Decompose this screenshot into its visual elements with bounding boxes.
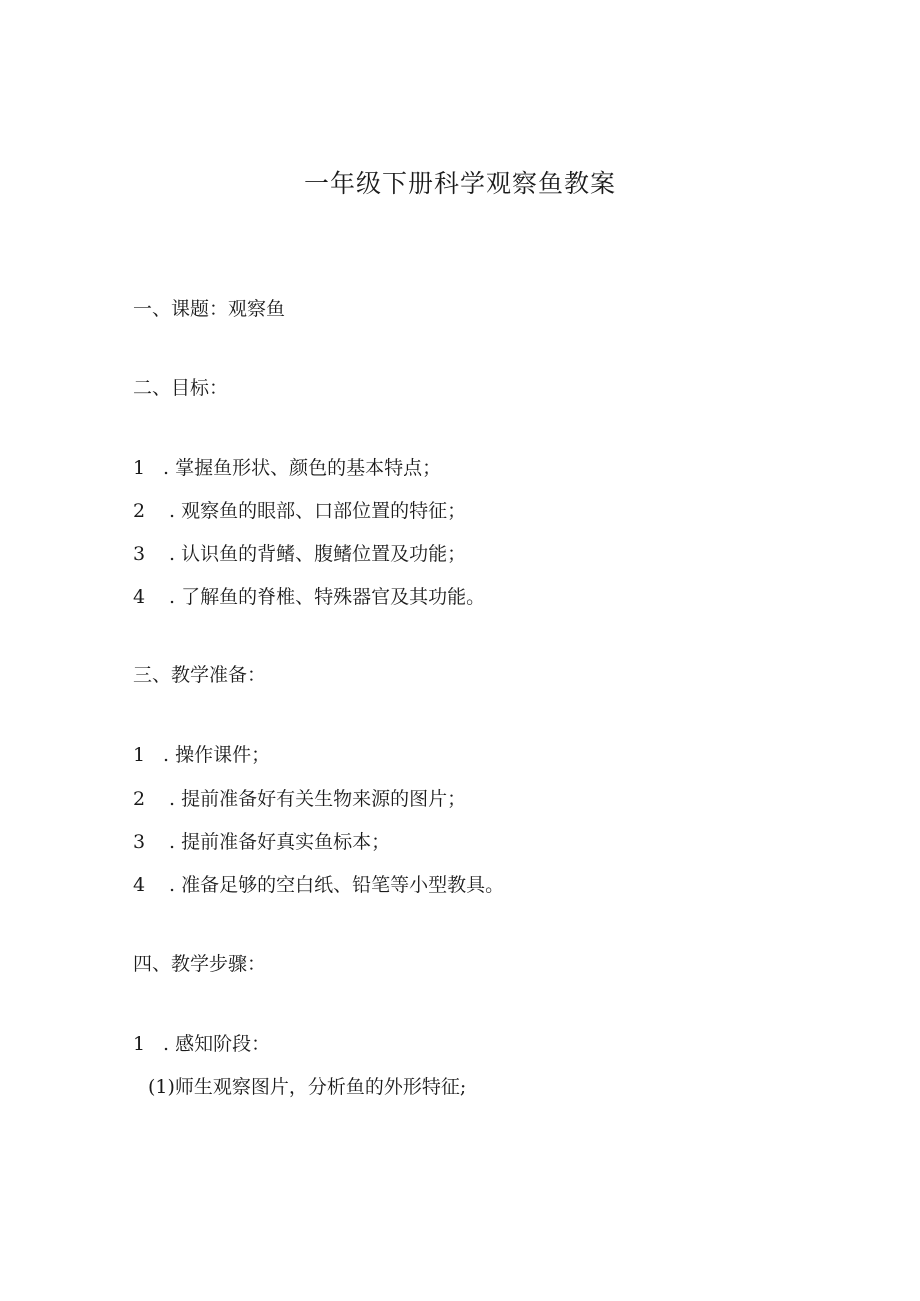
item-text: . 掌握鱼形状、颜色的基本特点； [163, 457, 442, 479]
preparation-item [133, 829, 390, 855]
section-preparation-heading: 三、教学准备： [133, 664, 267, 686]
section-objectives-heading: 二、目标： [133, 377, 229, 399]
item-text: . 认识鱼的背鳍、腹鳍位置及功能； [163, 543, 467, 565]
objective-item [133, 541, 466, 567]
preparation-item [133, 742, 270, 768]
step-subitem: (1)师生观察图片，分析鱼的外形特征; [148, 1076, 467, 1098]
item-text: . 观察鱼的眼部、口部位置的特征； [163, 500, 467, 522]
document-title: 一年级下册科学观察鱼教案 [303, 169, 616, 198]
item-text: . 准备足够的空白纸、铅笔等小型教具。 [163, 874, 505, 896]
item-number: 4 [133, 874, 146, 896]
item-text: . 了解鱼的脊椎、特殊器官及其功能。 [163, 586, 486, 608]
preparation-item [133, 872, 504, 898]
item-number: 4 [133, 586, 146, 608]
objective-item [133, 455, 441, 481]
objective-item [133, 498, 466, 524]
preparation-item [133, 786, 466, 812]
item-text: . 感知阶段： [163, 1033, 271, 1055]
item-number: 3 [133, 831, 146, 853]
item-number: 3 [133, 543, 146, 565]
step-item [133, 1031, 270, 1057]
item-number: 1 [133, 457, 146, 479]
item-text: . 提前准备好有关生物来源的图片； [163, 788, 467, 810]
item-number: 2 [133, 788, 146, 810]
item-number: 2 [133, 500, 146, 522]
objective-item [133, 584, 485, 610]
item-number: 1 [133, 744, 146, 766]
section-steps-heading: 四、教学步骤： [133, 953, 267, 975]
item-text: . 提前准备好真实鱼标本； [163, 831, 391, 853]
item-text: . 操作课件； [163, 744, 271, 766]
item-number: 1 [133, 1033, 146, 1055]
section-topic: 一、课题：观察鱼 [133, 298, 286, 320]
